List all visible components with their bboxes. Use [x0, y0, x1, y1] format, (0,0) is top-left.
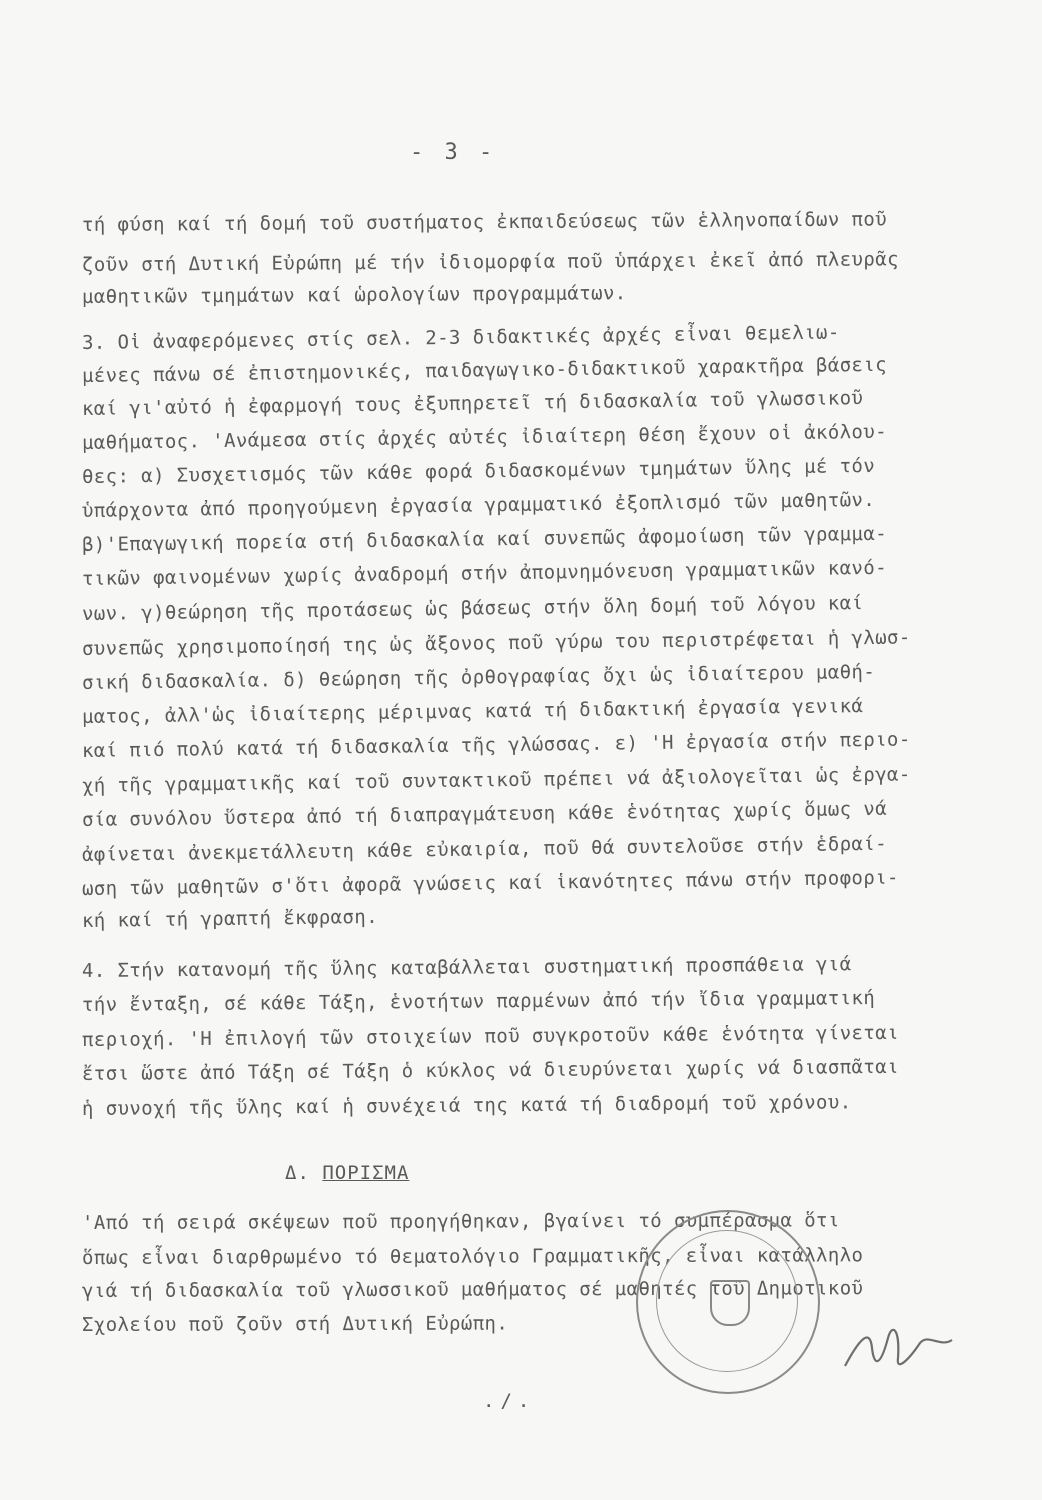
text-line: ωση τῶν μαθητῶν σ'ὅτι ἀφορᾶ γνώσεις καί ἱκανότητες πάνω στήν προφορι-: [81, 866, 899, 900]
text-line: νων. γ)θεώρηση τῆς προτάσεως ὡς βάσεως στήν ὅλη δομή τοῦ λόγου καί: [81, 592, 864, 625]
text-line: μαθητικῶν τμημάτων καί ὡρολογίων προγραμμάτων.: [81, 282, 627, 308]
text-line: ζοῦν στή Δυτική Εὐρώπη μέ τήν ἰδιομορφία ποῦ ὑπάρχει ἐκεῖ ἀπό πλευρᾶς: [81, 248, 899, 276]
text-line: ἡ συνοχή τῆς ὕλης καί ἡ συνέχειά της κατά τή διαδρομή τοῦ χρόνου.: [81, 1091, 852, 1120]
coat-of-arms-icon: [710, 1280, 750, 1326]
text-line: τή φύση καί τή δομή τοῦ συστήματος ἐκπαιδεύσεως τῶν ἑλληνοπαίδων ποῦ: [81, 208, 888, 236]
text-line: καί γι'αὐτό ἡ ἐφαρμογή τους ἐξυπηρετεῖ τή διδασκαλία τοῦ γλωσσικοῦ: [81, 387, 864, 420]
text-line: γιά τή διδασκαλία τοῦ γλωσσικοῦ μαθήματος σέ μαθητές τοῦ Δημοτικοῦ: [81, 1277, 864, 1302]
text-line: μένες πάνω σέ ἐπιστημονικές, παιδαγωγικο-διδακτικοῦ χαρακτῆρα βάσεις: [81, 353, 888, 387]
handwritten-signature: [840, 1318, 960, 1378]
text-line: 4. Στήν κατανομή τῆς ὕλης καταβάλλεται συστηματική προσπάθεια γιά: [81, 953, 852, 982]
text-line: ἔτσι ὥστε ἀπό Τάξη σέ Τάξη ὁ κύκλος νά διευρύνεται χωρίς νά διασπᾶται: [81, 1055, 899, 1085]
text-line: μαθήματος. 'Ανάμεσα στίς ἀρχές αὐτές ἰδιαίτερη θέση ἔχουν οἱ ἀκόλου-: [81, 420, 888, 454]
continuation-mark: ./.: [483, 1390, 536, 1412]
text-line: ὅπως εἶναι διαρθρωμένο τό θεματολόγιο Γραμματικῆς, εἶναι κατάλληλο: [81, 1244, 864, 1269]
text-line: συνεπῶς χρησιμοποίησή της ὡς ἄξονος ποῦ γύρω του περιστρέφεται ἡ γλωσ-: [81, 626, 911, 660]
text-line: περιοχή. 'Η ἐπιλογή τῶν στοιχείων ποῦ συγκροτοῦν κάθε ἑνότητα γίνεται: [81, 1021, 899, 1051]
text-line: τικῶν φαινομένων χωρίς ἀναδρομή στήν ἀπομνημόνευση γραμματικῶν κανό-: [81, 556, 888, 590]
text-line: χή τῆς γραμματικῆς καί τοῦ συντακτικοῦ πρέπει νά ἀξιολογεῖται ὡς ἐργα-: [81, 763, 911, 797]
text-line: θες: α) Συσχετισμός τῶν κάθε φορά διδασκομένων τμημάτων ὕλης μέ τόν: [81, 454, 876, 488]
text-line: 'Από τή σειρά σκέψεων ποῦ προηγήθηκαν, βγαίνει τό συμπέρασμα ὅτι: [81, 1209, 840, 1234]
text-line: τήν ἔνταξη, σέ κάθε Τάξη, ἑνοτήτων παρμένων ἀπό τήν ἴδια γραμματική: [81, 987, 876, 1016]
text-line: καί πιό πολύ κατά τή διδασκαλία τῆς γλώσσας. ε) 'Η ἐργασία στήν περιο-: [81, 728, 911, 762]
text-line: σία συνόλου ὕστερα ἀπό τή διαπραγμάτευση κάθε ἑνότητας χωρίς ὅμως νά: [81, 797, 888, 831]
page-number: - 3 -: [410, 140, 497, 165]
heading-letter: Δ.: [285, 1162, 310, 1184]
embassy-seal-stamp: [636, 1210, 820, 1394]
text-line: β)'Επαγωγική πορεία στή διδασκαλία καί συνεπῶς ἀφομοίωση τῶν γραμμα-: [81, 522, 888, 556]
text-line: Σχολείου ποῦ ζοῦν στή Δυτική Εὐρώπη.: [81, 1312, 509, 1336]
text-line: ματος, ἀλλ'ὡς ἰδιαίτερης μέριμνας κατά τή διδακτική ἐργασία γενικά: [81, 695, 864, 728]
text-line: 3. Οἱ ἀναφερόμενες στίς σελ. 2-3 διδακτικές ἀρχές εἶναι θεμελιω-: [81, 321, 840, 354]
text-line: κή καί τή γραπτή ἔκφραση.: [81, 905, 379, 932]
heading-title: ΠΟΡΙΣΜΑ: [322, 1162, 410, 1184]
text-line: σική διδασκαλία. δ) θεώρηση τῆς ὀρθογραφίας ὄχι ὡς ἰδιαίτερου μαθή-: [81, 660, 876, 694]
section-heading: [285, 1162, 409, 1184]
text-line: ἀφίνεται ἀνεκμετάλλευτη κάθε εὐκαιρία, ποῦ θά συντελοῦσε στήν ἑδραί-: [81, 832, 888, 866]
text-line: ὑπάρχοντα ἀπό προηγούμενη ἐργασία γραμματικό ἐξοπλισμό τῶν μαθητῶν.: [81, 488, 876, 522]
